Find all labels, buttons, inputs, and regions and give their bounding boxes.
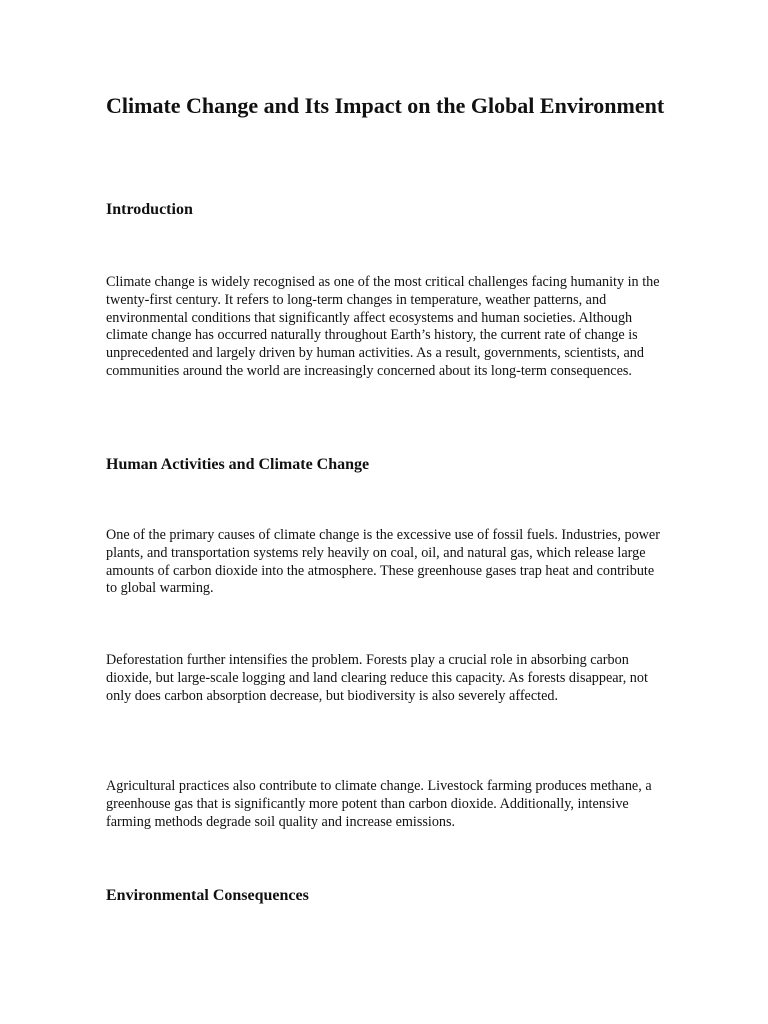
paragraph: Deforestation further intensifies the problem. Forests play a crucial role in absorbing carbon dioxide, but large-scale logging and land clearing reduce this capacity. As forests disappear, not only does carbon absorption decrease, but biodiversity is also severely affected. bbox=[106, 652, 648, 704]
paragraph: Climate change is widely recognised as one of the most critical challenges facing humanity in the twenty-first century. It refers to long-term changes in temperature, weather patterns, and environmental conditions that significantly affect ecosystems and human societies. Although climate change has occurred naturally throughout Earth’s history, the current rate of change is unprecedented and largely driven by human activities. As a result, governments, scientists, and communities around the world are increasingly concerned about its long-term consequences. bbox=[106, 274, 660, 379]
document-title: Climate Change and Its Impact on the Global Environment bbox=[106, 93, 665, 118]
paragraph: One of the primary causes of climate change is the excessive use of fossil fuels. Industries, power plants, and transportation systems rely heavily on coal, oil, and natural gas, which release large amounts of carbon dioxide into the atmosphere. These greenhouse gases trap heat and contribute to global warming. bbox=[106, 527, 660, 597]
section-heading-human-activities: Human Activities and Climate Change bbox=[106, 456, 370, 473]
section-heading-environmental-consequences: Environmental Consequences bbox=[106, 887, 309, 904]
paragraph: Agricultural practices also contribute to climate change. Livestock farming produces methane, a greenhouse gas that is significantly more potent than carbon dioxide. Additionally, intensive farming methods degrade soil quality and increase emissions. bbox=[106, 778, 652, 830]
section-heading-introduction: Introduction bbox=[106, 201, 193, 218]
